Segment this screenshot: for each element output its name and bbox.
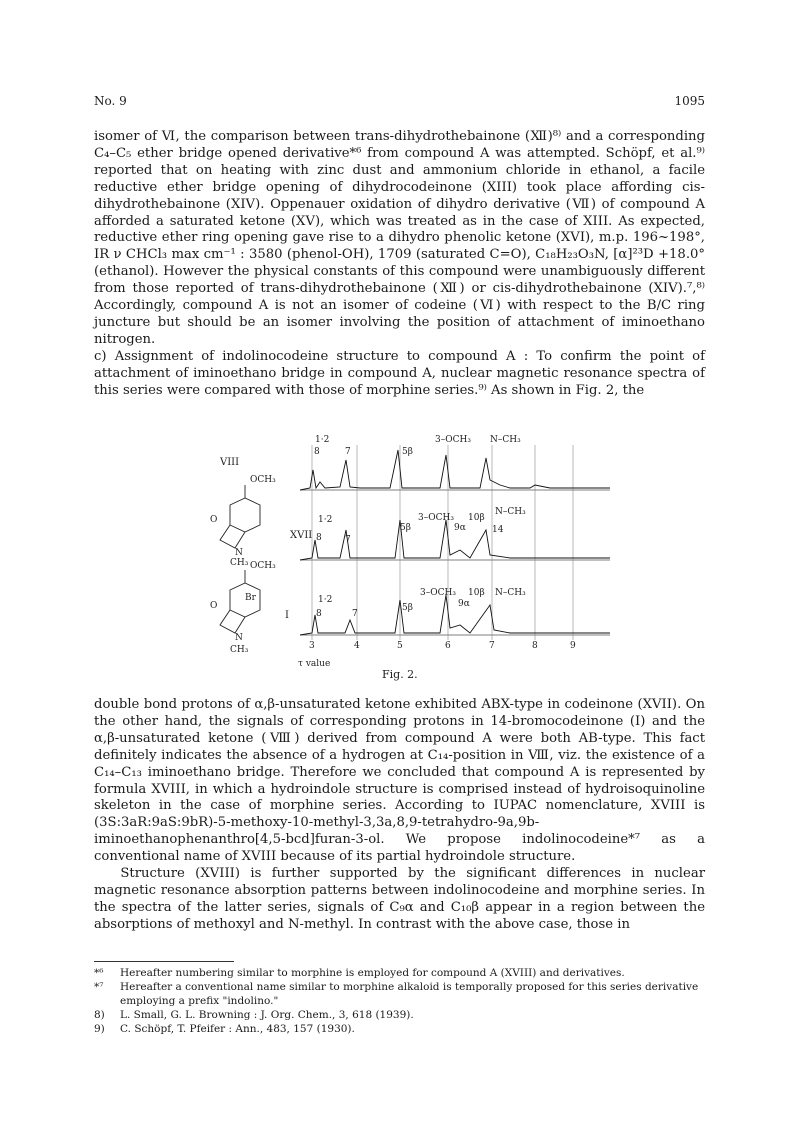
tick-label: 4 xyxy=(354,641,360,651)
peak-label: 1·2 xyxy=(315,435,330,445)
structure-label: O xyxy=(210,601,218,611)
footnote-mark: *⁷ xyxy=(94,981,104,993)
tick-label: 3 xyxy=(309,641,315,651)
body-text-bottom xyxy=(94,697,705,934)
footnote-mark: 9) xyxy=(94,1023,105,1035)
structure-label: OCH₃ xyxy=(250,475,276,485)
footnote-mark: *⁶ xyxy=(94,967,104,979)
peak-label: 8 xyxy=(314,447,320,457)
peak-label: 3–OCH₃ xyxy=(435,435,471,445)
footnote xyxy=(94,1008,705,1022)
tick-label: 5 xyxy=(397,641,403,651)
paragraph: double bond protons of α,β-unsaturated ketone exhibited ABX-type in codeinone (XVII). On the other hand, the signals of corresponding protons in 14-bromocodeinone (I) and the α,β-unsaturated ketone (Ⅷ) derived from compound A were both AB-type. This fact definitely indicates the absence of a hydrogen at C₁₄-position in Ⅷ, viz. the existence of a C₁₄–C₁₃ iminoethano bridge. Therefore we concluded that compound A is represented by formula XVIII, in which a hydroindole structure is comprised instead of hydroisoquinoline skeleton in the case of morphine series. According to IUPAC nomenclature, XVIII is (3S:3aR:9aS:9bR)-5-methoxy-10-methyl-3,3a,8,9-tetrahydro-9a,9b-iminoethanophenanthro[4,5-bcd]furan-3-ol. We propose indolinocodeine*⁷ as a conventional name of XVIII because of its partial hydroindole structure. xyxy=(94,697,705,865)
nmr-figure xyxy=(190,430,610,680)
structure-label: CH₃ xyxy=(230,645,249,655)
footnote xyxy=(94,1022,705,1036)
peak-label: 10β xyxy=(468,588,485,598)
structure-label: O xyxy=(210,515,218,525)
footnote-mark: 8) xyxy=(94,1009,105,1021)
footnote xyxy=(94,980,705,1008)
peak-label: 5β xyxy=(400,523,411,533)
peak-label: 7 xyxy=(352,609,358,619)
peak-label: 8 xyxy=(316,609,322,619)
structure-label: CH₃ xyxy=(230,558,249,568)
structure-label: N xyxy=(235,548,243,558)
structure-label: N xyxy=(235,633,243,643)
peak-label: 9α xyxy=(458,599,470,609)
page-number: 1095 xyxy=(674,94,705,108)
peak-label: 8 xyxy=(316,533,322,543)
spectrum-label: XVII xyxy=(290,530,313,541)
nmr-spectra xyxy=(190,430,610,670)
footnotes xyxy=(94,966,705,1036)
peak-label: N–CH₃ xyxy=(495,588,526,598)
peak-label: 1·2 xyxy=(318,595,333,605)
peak-label: 3–OCH₃ xyxy=(418,513,454,523)
tick-label: 9 xyxy=(570,641,576,651)
tick-label: 7 xyxy=(489,641,495,651)
peak-label: 5β xyxy=(402,447,413,457)
tick-label: 6 xyxy=(445,641,451,651)
paragraph: isomer of Ⅵ, the comparison between trans-dihydrothebainone (Ⅻ)⁸⁾ and a corresponding C₄–C₅ ether bridge opened derivative*⁶ from compound A was attempted. Schöpf, et al.⁹⁾ reported that on heating with zinc dust and ammonium chloride in ethanol, a facile reductive ether bridge opening of dihydrocodeinone (XIII) took place affording cis-dihydrothebainone (XIV). Oppenauer oxidation of dihydro derivative (Ⅶ) of compound A afforded a saturated ketone (XV), which was treated as in the case of XIII. As expected, reductive ether ring opening gave rise to a dihydro phenolic ketone (XVI), m.p. 196~198°, IR ν CHCl₃ max cm⁻¹ : 3580 (phenol-OH), 1709 (saturated C=O), C₁₈H₂₃O₃N, [α]²³D +18.0° (ethanol). However the physical constants of this compound were unambiguously different from those reported of trans-dihydrothebainone (Ⅻ) or cis-dihydrothebainone (XIV).⁷,⁸⁾ Accordingly, compound A is not an isomer of codeine (Ⅵ) with respect to the B/C ring juncture but should be an isomer involving the position of attachment of iminoethano nitrogen. xyxy=(94,129,705,347)
paragraph: Structure (XVIII) is further supported by the significant differences in nuclear magnetic resonance absorption patterns between indolinocodeine and morphine series. In the spectra of the latter series, signals of C₉α and C₁₀β appear in a region between the absorptions of methoxyl and N-methyl. In contrast with the above case, those in xyxy=(94,866,705,932)
peak-label: 10β xyxy=(468,513,485,523)
spectrum-label: I xyxy=(285,610,289,621)
peak-label: 3–OCH₃ xyxy=(420,588,456,598)
footnote-text: C. Schöpf, T. Pfeifer : Ann., 483, 157 (1930). xyxy=(120,1023,355,1035)
spectrum-label: VIII xyxy=(220,457,240,468)
peak-label: 7 xyxy=(345,535,351,545)
footnote-text: Hereafter numbering similar to morphine is employed for compound A (XVIII) and derivatives. xyxy=(120,967,625,979)
x-axis-label: τ value xyxy=(298,659,331,669)
page-header xyxy=(94,94,705,110)
footnote-divider xyxy=(94,961,234,962)
tick-label: 8 xyxy=(532,641,538,651)
peak-label: 9α xyxy=(454,523,466,533)
footnote-text: Hereafter a conventional name similar to morphine alkaloid is temporally proposed for this series derivative employing a prefix "indolino." xyxy=(120,981,699,1007)
figure-caption: Fig. 2. xyxy=(382,668,418,681)
structure-label: Br xyxy=(245,593,256,603)
journal-issue: No. 9 xyxy=(94,94,127,108)
paragraph: c) Assignment of indolinocodeine structure to compound A : To confirm the point of attachment of iminoethano bridge in compound A, nuclear magnetic resonance spectra of this series were compared with those of morphine series.⁹⁾ As shown in Fig. 2, the xyxy=(94,348,705,398)
footnote xyxy=(94,966,705,980)
footnote-text: L. Small, G. L. Browning : J. Org. Chem., 3, 618 (1939). xyxy=(120,1009,414,1021)
peak-label: 14 xyxy=(492,525,504,535)
peak-label: N–CH₃ xyxy=(495,507,526,517)
body-text-top xyxy=(94,129,705,400)
peak-label: 5β xyxy=(402,603,413,613)
peak-label: N–CH₃ xyxy=(490,435,521,445)
peak-label: 7 xyxy=(345,447,351,457)
structure-label: OCH₃ xyxy=(250,561,276,571)
peak-label: 1·2 xyxy=(318,515,333,525)
